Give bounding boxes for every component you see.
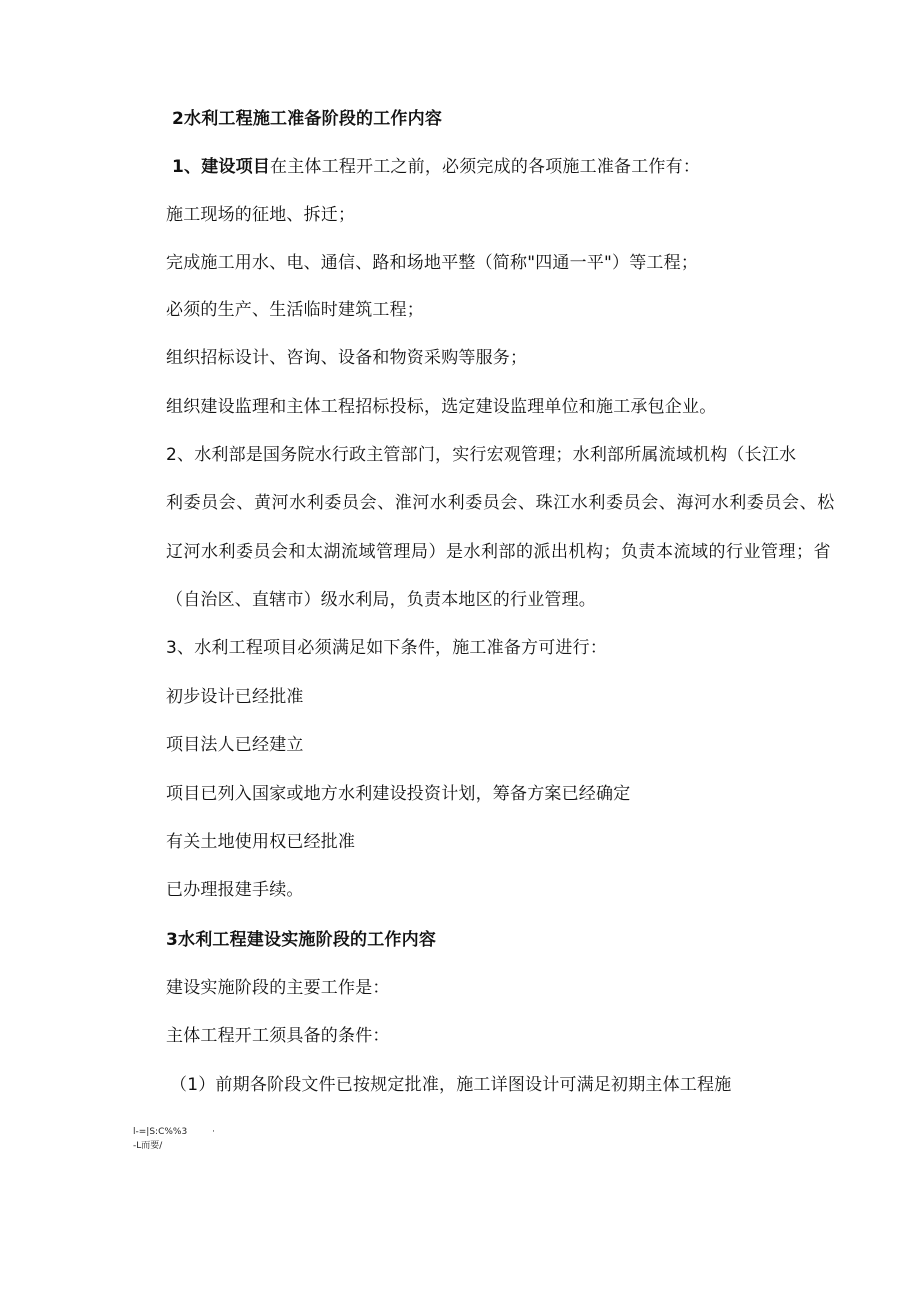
footer-note: -L而要/	[133, 1141, 163, 1151]
list-item: 初步设计已经批准	[166, 687, 304, 707]
list-item: 项目法人已经建立	[166, 735, 304, 755]
list-item: 有关土地使用权已经批准	[166, 832, 356, 852]
section-heading-2: 2水利工程施工准备阶段的工作内容	[172, 109, 443, 129]
paragraph: 建设实施阶段的主要工作是：	[166, 978, 390, 998]
footer-note-dot: ·	[212, 1127, 215, 1137]
footer-note-text: l-=|S:C%%3	[133, 1127, 188, 1137]
item-1-text: 在主体工程开工之前，必须完成的各项施工准备工作有：	[270, 157, 701, 177]
item-2-line: （自治区、直辖市）级水利局，负责本地区的行业管理。	[166, 590, 596, 610]
list-item: 项目已列入国家或地方水利建设投资计划，筹备方案已经确定	[166, 784, 631, 804]
section-heading-3: 3水利工程建设实施阶段的工作内容	[166, 930, 437, 950]
list-item: 完成施工用水、电、通信、路和场地平整（简称"四通一平"）等工程；	[166, 253, 699, 273]
list-item: 已办理报建手续。	[166, 880, 304, 900]
item-2-line: 辽河水利委员会和太湖流域管理局）是水利部的派出机构；负责本流域的行业管理；省	[166, 542, 831, 562]
list-item: 组织招标设计、咨询、设备和物资采购等服务；	[166, 348, 528, 368]
list-item: 组织建设监理和主体工程招标投标，选定建设监理单位和施工承包企业。	[166, 397, 717, 417]
item-2-line: 利委员会、黄河水利委员会、淮河水利委员会、珠江水利委员会、海河水利委员会、松	[166, 493, 835, 513]
footer-note	[133, 1127, 215, 1138]
list-item: 施工现场的征地、拆迁；	[166, 205, 356, 225]
item-1-label: 1、建设项目	[172, 157, 271, 177]
paragraph: 主体工程开工须具备的条件：	[166, 1026, 390, 1046]
list-item: 必须的生产、生活临时建筑工程；	[166, 300, 424, 320]
item-3: 3、水利工程项目必须满足如下条件，施工准备方可进行：	[166, 638, 608, 658]
item-2-line: 2、水利部是国务院水行政主管部门，实行宏观管理；水利部所属流域机构（长江水	[166, 445, 797, 465]
item-1	[172, 157, 700, 177]
paragraph: （1）前期各阶段文件已按规定批准，施工详图设计可满足初期主体工程施	[170, 1075, 732, 1095]
